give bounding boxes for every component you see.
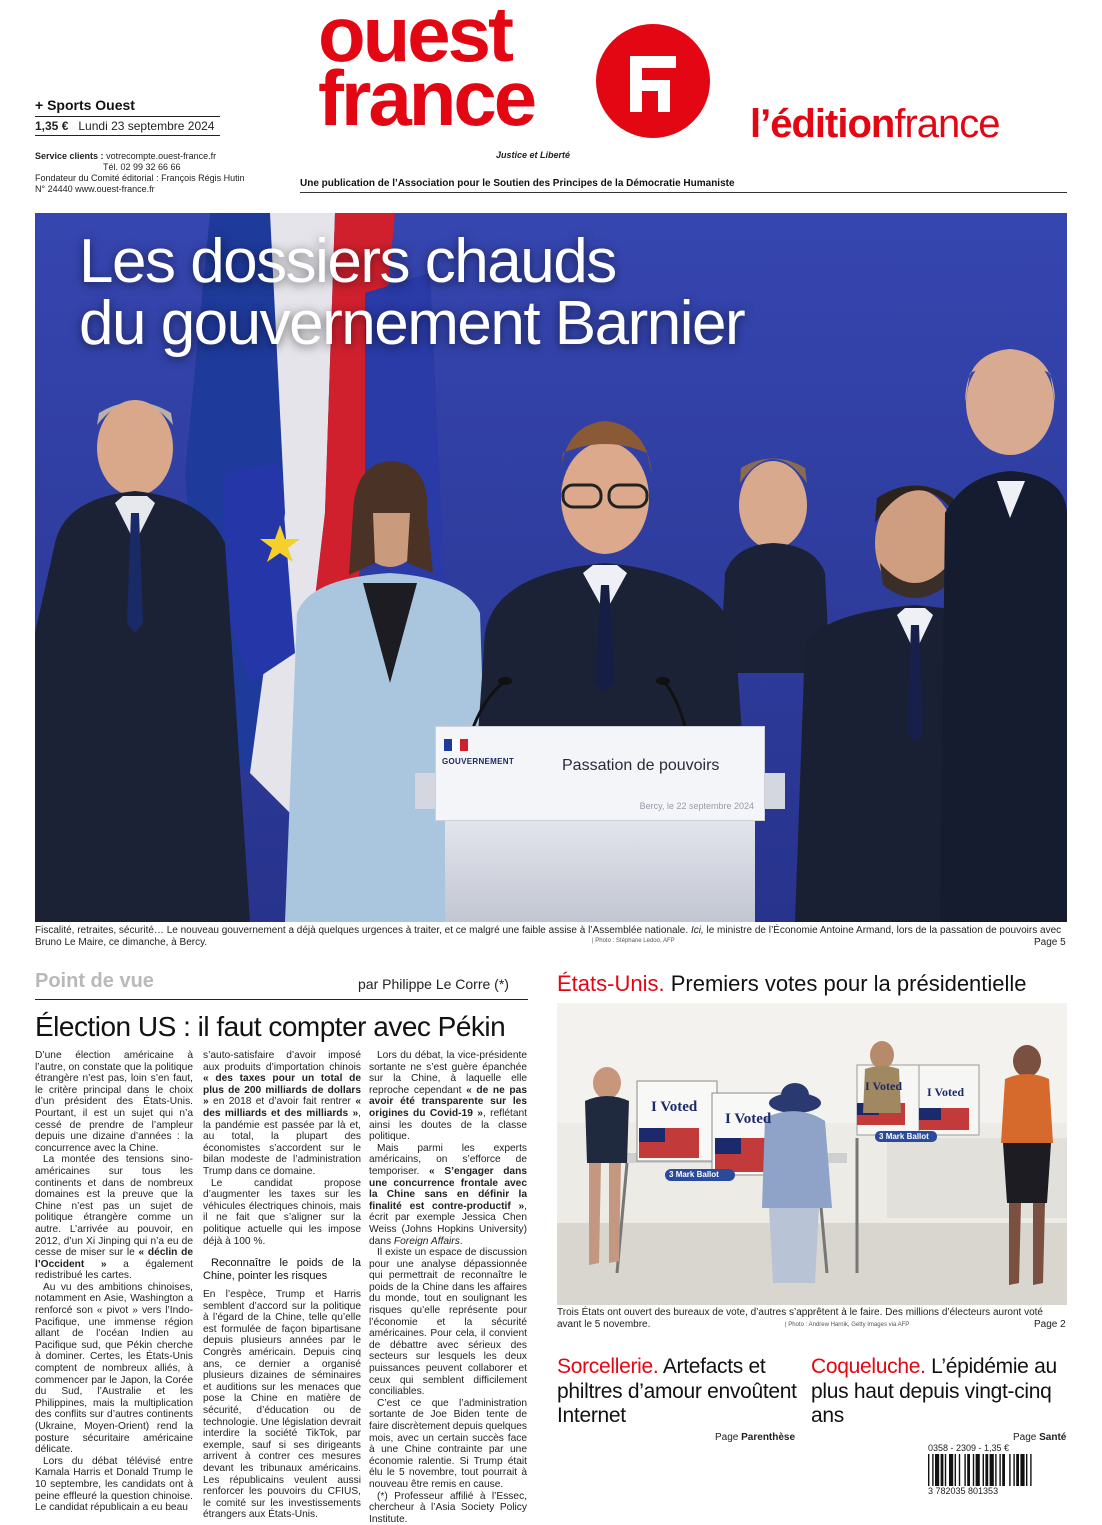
us-photo-credit: | Photo : Andrew Harnik, Getty Images via AFP — [785, 1322, 910, 1328]
paragraph: Il existe un espace de discussion pour une analyse dépassionnée qui permettrait de reconnaître le poids de la Chine dans les affaires du monde, tout en soulignant les risques qu’elle représente pour l’économie et la sécurité américaines. Pour cela, il convient de débattre avec sérieux des secteurs sur lesquels les deux puissances peuvent collaborer et ceux qui semblent difficilement conciliables. — [369, 1247, 527, 1398]
opinion-byline: par Philippe Le Corre (*) — [358, 976, 509, 992]
price-date-row — [35, 116, 220, 136]
us-caption: Trois États ont ouvert des bureaux de vote, d’autres s’apprêtent à le faire. Des millions d’électeurs auront voté avant le 5 novembre. — [557, 1307, 1043, 1330]
barcode-bar — [959, 1454, 960, 1486]
hero-headline-line-1: Les dossiers chauds — [79, 227, 616, 296]
mark-ballot-sign: 3 Mark Ballot — [879, 1132, 929, 1141]
paragraph: La montée des tensions sino-américaines sur tous les continents et dans de nombreux domaines est la preuve que la Chine n’est pas un sujet de politique étrangère comme un autre. L’arrivée au pouvoir, en 2012, d’un Xi Jinping qui n’a eu de cesse de miser sur le « déclin de l’Occident » a également redistribué les cartes. — [35, 1154, 193, 1282]
teaser-sorcellerie[interactable] — [557, 1355, 797, 1429]
barcode-bar — [976, 1454, 980, 1486]
barcode-bar — [945, 1454, 946, 1486]
founder: Fondateur du Comité éditorial : François Régis Hutin — [35, 173, 245, 183]
barcode-bar — [928, 1454, 929, 1486]
us-page-ref[interactable]: Page 2 — [1034, 1319, 1066, 1330]
paragraph: D’une élection américaine à l’autre, on constate que la politique étrangère n’est pas, loin s’en faut, le critère principal dans le choix d’un président des États-Unis. Pourtant, il est un sujet qui n’a cessé de prendre de l’ampleur depuis une dizaine d’années : la concurrence avec la Chine. — [35, 1050, 193, 1154]
edition-france: france — [894, 102, 1000, 146]
service-block — [35, 151, 265, 195]
teaser-coqueluche[interactable] — [811, 1355, 1071, 1429]
paragraph: Le candidat propose d’augmenter les taxes sur les véhicules électriques chinois, mais il ne fait que s’aligner sur la politique actuelle qui les impose déjà à 100 %. — [203, 1177, 361, 1247]
paragraph: Lors du débat télévisé entre Kamala Harris et Donald Trump le 10 septembre, les candidats ont à peine effleuré la question chinoise. Le candidat républicain a eu beau — [35, 1455, 193, 1514]
publisher-tagline: Une publication de l’Association pour le Soutien des Principes de la Démocratie Humaniste — [300, 178, 735, 189]
opinion-kicker: Point de vue — [35, 970, 154, 992]
booth-sign: I Voted — [927, 1085, 965, 1099]
barcode-bar — [964, 1454, 965, 1486]
service-web[interactable]: votrecompte.ouest-france.fr — [106, 151, 217, 161]
barcode-bar — [935, 1454, 939, 1486]
paragraph: Mais parmi les experts américains, on s’efforce de temporiser. « S’engager dans une concurrence frontale avec la Chine sans en définir la finalité est contre-productif », écrit par exemple Jessica Chen Weiss (Johns Hopkins University) dans Foreign Affairs. — [369, 1142, 527, 1247]
paragraph: C’est ce que l’administration sortante de Joe Biden tente de faire discrètement depuis quelques mois, avec un certain succès face à une Chine contrainte par une économie ralentie. Si Trump était élu le 5 novembre, tout pourrait à nouveau être remis en cause. — [369, 1397, 528, 1490]
barcode-bar — [995, 1454, 996, 1486]
opinion-column-1 — [35, 1050, 193, 1514]
voting-photo-illustration — [557, 1003, 1067, 1305]
masthead-divider — [300, 192, 1067, 193]
paragraph: s’auto-satisfaire d’avoir imposé aux produits d’importation chinois « des taxes pour un total de plus de 200 milliards de dollars » en 2018 et d’avoir fait rentrer « des milliards et des milliards », la pandémie est passée par là et, au total, la plupart des économistes s’accordent sur le bilan modeste de l’administration Trump dans ce domaine. — [203, 1050, 361, 1177]
ouest-france-logo[interactable] — [318, 0, 618, 140]
barcode-bar — [1030, 1454, 1031, 1486]
teaser-kicker: Sorcellerie. — [557, 1355, 659, 1378]
hero-caption-ici: Ici, — [690, 925, 704, 936]
paragraph: En l’espèce, Trump et Harris semblent d’accord sur la politique à l’égard de la Chine, telle qu’elle est formulée de façon bipartisane depuis plusieurs années par le Congrès américain. Depuis cinq ans, ce dernier a organisé plusieurs dizaines de séminaires et auditions sur les menaces que pose la Chine en matière de sécurité, d’éducation ou de technologie. Une législation devrait interdire la société TikTok, par exemple, sauf si ses dirigeants arrivent à contrer ces mesures devant les tribunaux américains. Les républicains veulent aussi renforcer les pouvoirs du CFIUS, le comité sur les investissements étrangers aux États-Unis. — [203, 1289, 362, 1521]
podium-date: Bercy, le 22 septembre 2024 — [639, 801, 754, 811]
french-flag-icon — [444, 739, 468, 751]
barcode-bar — [973, 1454, 974, 1486]
teaser-text: L’épidémie au plus haut depuis vingt-cinq ans — [811, 1355, 1057, 1427]
teaser-page-ref[interactable]: Page Parenthèse — [715, 1432, 796, 1443]
opinion-column-2 — [203, 1050, 361, 1521]
masthead-info — [35, 96, 265, 195]
edition-title — [750, 100, 1000, 148]
hero-headline[interactable] — [79, 227, 979, 358]
opinion-column-3 — [369, 1050, 527, 1525]
barcode-bar — [990, 1454, 994, 1486]
barcode-bar — [955, 1454, 956, 1486]
logo-word-france: france — [318, 54, 535, 142]
podium-government-label: GOUVERNEMENT — [442, 757, 515, 766]
logo-mark-icon — [596, 24, 710, 138]
us-voting-photo[interactable] — [557, 1003, 1067, 1305]
barcode-bar — [1016, 1454, 1019, 1486]
hero-photo-credit: | Photo : Stéphane Ledoo, AFP — [592, 938, 675, 944]
hero-photo[interactable] — [35, 213, 1067, 922]
paragraph: Au vu des ambitions chinoises, notamment en Asie, Washington a renforcé son « pivot » vers l’Indo-Pacifique, une immense région allant de l’océan Indien au Pacifique sud, que Pékin cherche à dominer. Certes, les États-Unis comptent de nombreux alliés, à commencer par le Japon, la Corée du Sud, l’Australie et les Philippines, mais la multiplication des conflits sur d’autres continents (Ukraine, Moyen-Orient) rend la posture sécuritaire américaine délicate. — [35, 1281, 193, 1456]
hero-caption-a: Fiscalité, retraites, sécurité… Le nouveau gouvernement a déjà quelques urgences à traiter, et ce malgré une faible assise à l’Assemblée nationale. — [35, 925, 691, 936]
opinion-headline[interactable]: Élection US : il faut compter avec Pékin — [35, 1011, 506, 1042]
booth-sign: I Voted — [865, 1079, 903, 1093]
barcode-bar — [999, 1454, 1000, 1486]
barcode-bar — [967, 1454, 970, 1486]
edition-word: l’édition — [750, 102, 895, 146]
service-tel: Tél. 02 99 32 66 66 — [103, 162, 181, 172]
podium-sign — [435, 726, 765, 821]
mark-ballot-sign: 3 Mark Ballot — [669, 1170, 719, 1179]
logo-word-ouest: ouest — [318, 0, 512, 78]
barcode-bar — [1026, 1454, 1027, 1486]
issue-date: Lundi 23 septembre 2024 — [78, 119, 215, 133]
teaser-page-ref[interactable]: Page Santé — [1013, 1432, 1067, 1443]
barcode-bar — [1020, 1454, 1024, 1486]
barcode-bar — [983, 1454, 984, 1486]
price: 1,35 € — [35, 119, 69, 133]
us-kicker: États-Unis. — [557, 971, 665, 996]
author-note: (*) Professeur affilié à l’Essec, chercheur à l’Asia Society Policy Institute. — [369, 1490, 527, 1525]
opinion-divider — [35, 999, 528, 1000]
barcode-bar — [1002, 1454, 1005, 1486]
barcode-number: 3 782035 801353 — [928, 1486, 999, 1496]
hero-caption-b: le ministre de l’Économie Antoine Armand, lors de la passation de pouvoirs avec Bruno Le Maire, ce dimanche, à Bercy. — [35, 925, 1062, 948]
hero-headline-line-2: du gouvernement Barnier — [79, 289, 745, 358]
booth-sign: I Voted — [725, 1111, 772, 1127]
barcode-bar — [1013, 1454, 1014, 1486]
motto: Justice et Liberté — [496, 150, 571, 160]
paragraph: Lors du débat, la vice-présidente sortante ne s’est guère épanchée sur la Chine, à laquelle elle reproche cependant « de ne pas avoir été transparente sur les origines du Covid-19 », reflétant ainsi les doutes de la classe politique. — [369, 1050, 527, 1143]
supplement-label: + Sports Ouest — [35, 97, 135, 113]
teaser-text: Artefacts et philtres d’amour envoûtent Internet — [557, 1355, 797, 1427]
opinion-subhead: Reconnaître le poids de la Chine, pointer les risques — [203, 1257, 361, 1283]
podium-title: Passation de pouvoirs — [562, 757, 720, 774]
barcode-bar — [1009, 1454, 1010, 1486]
booth-sign: I Voted — [651, 1099, 698, 1115]
barcode-bar — [949, 1454, 953, 1486]
issue-number: N° 24440 www.ouest-france.fr — [35, 184, 155, 194]
barcode-code: 0358 - 2309 - 1,35 € — [928, 1443, 1010, 1453]
barcode-bar — [985, 1454, 988, 1486]
us-headline[interactable] — [557, 970, 1027, 998]
hero-page-ref[interactable]: Page 5 — [1034, 937, 1066, 948]
hero-caption — [35, 925, 1067, 949]
barcode-bar — [932, 1454, 933, 1486]
service-label: Service clients : — [35, 151, 104, 161]
barcode-bar — [941, 1454, 944, 1486]
teaser-kicker: Coqueluche. — [811, 1355, 926, 1378]
us-headline-text: Premiers votes pour la présidentielle — [664, 971, 1027, 996]
